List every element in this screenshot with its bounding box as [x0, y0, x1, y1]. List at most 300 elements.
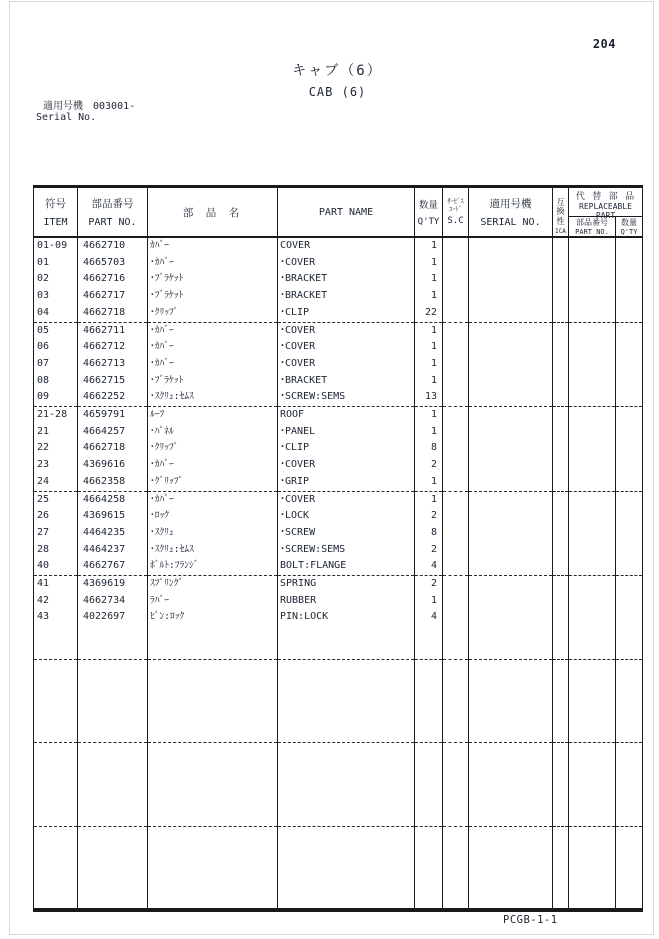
cell-part-no: 4665703 [78, 255, 148, 272]
cell-ica [553, 237, 569, 255]
header-part-name-japanese: 部 品 名 [148, 187, 278, 238]
cell-repl-part-no [569, 660, 616, 677]
cell-repl-qty [616, 457, 643, 474]
cell-serial-no [469, 726, 553, 743]
table-row [34, 339, 643, 356]
cell-ica [553, 373, 569, 390]
cell-item: 28 [34, 542, 78, 559]
cell-qty: 2 [415, 508, 443, 525]
cell-serial-no [469, 743, 553, 760]
cell-ica [553, 288, 569, 305]
cell-ica [553, 525, 569, 542]
cell-repl-part-no [569, 305, 616, 322]
cell-sc [443, 843, 469, 860]
table-row [34, 609, 643, 626]
cell-serial-no [469, 237, 553, 255]
cell-qty: 8 [415, 440, 443, 457]
cell-item: 41 [34, 576, 78, 593]
cell-serial-no [469, 893, 553, 910]
cell-repl-part-no [569, 389, 616, 406]
cell-part-no: 4662715 [78, 373, 148, 390]
cell-item [34, 826, 78, 843]
serial-label-english: Serial No. [36, 112, 97, 123]
header-serial-no: 適用号機 SERIAL NO. [469, 187, 553, 238]
cell-qty [415, 760, 443, 777]
cell-qty: 1 [415, 255, 443, 272]
cell-ica [553, 576, 569, 593]
cell-name-en [278, 693, 415, 710]
cell-name-en: ･COVER [278, 322, 415, 339]
cell-repl-part-no [569, 491, 616, 508]
cell-part-no [78, 810, 148, 827]
cell-name-en: COVER [278, 237, 415, 255]
cell-qty: 2 [415, 457, 443, 474]
cell-sc [443, 676, 469, 693]
cell-ica [553, 643, 569, 660]
cell-sc [443, 826, 469, 843]
cell-name-ja [148, 776, 278, 793]
cell-name-en [278, 660, 415, 677]
cell-qty: 1 [415, 373, 443, 390]
cell-name-ja: ･ｶﾊﾞｰ [148, 322, 278, 339]
cell-name-ja: ･ｸﾞﾘｯﾌﾟ [148, 474, 278, 491]
cell-name-ja: ･ｽｸﾘｭ [148, 525, 278, 542]
cell-repl-part-no [569, 558, 616, 575]
cell-repl-qty [616, 660, 643, 677]
cell-repl-qty [616, 609, 643, 626]
cell-item [34, 726, 78, 743]
cell-repl-part-no [569, 776, 616, 793]
table-row-empty [34, 793, 643, 810]
cell-name-ja [148, 810, 278, 827]
cell-repl-qty [616, 776, 643, 793]
cell-repl-part-no [569, 424, 616, 441]
cell-repl-qty [616, 576, 643, 593]
cell-serial-no [469, 710, 553, 727]
cell-repl-qty [616, 710, 643, 727]
cell-repl-qty [616, 860, 643, 877]
cell-ica [553, 339, 569, 356]
cell-item [34, 626, 78, 643]
cell-qty [415, 810, 443, 827]
cell-qty: 4 [415, 609, 443, 626]
cell-sc [443, 609, 469, 626]
cell-sc [443, 373, 469, 390]
header-qty: 数量 Q'TY [415, 187, 443, 238]
cell-name-en: ･BRACKET [278, 288, 415, 305]
cell-serial-no [469, 305, 553, 322]
cell-ica [553, 743, 569, 760]
cell-sc [443, 760, 469, 777]
cell-repl-qty [616, 793, 643, 810]
serial-label-japanese: 適用号機 003001- [43, 101, 136, 112]
cell-part-no: 4662712 [78, 339, 148, 356]
cell-repl-part-no [569, 373, 616, 390]
cell-part-no: 4369619 [78, 576, 148, 593]
cell-repl-qty [616, 389, 643, 406]
cell-serial-no [469, 542, 553, 559]
cell-repl-qty [616, 893, 643, 910]
cell-ica [553, 609, 569, 626]
table-row [34, 525, 643, 542]
cell-part-no: 4464235 [78, 525, 148, 542]
cell-serial-no [469, 693, 553, 710]
cell-qty: 8 [415, 525, 443, 542]
cell-ica [553, 760, 569, 777]
cell-ica [553, 660, 569, 677]
cell-ica [553, 322, 569, 339]
cell-name-en: ･GRIP [278, 474, 415, 491]
cell-name-ja [148, 626, 278, 643]
cell-name-en: ･LOCK [278, 508, 415, 525]
cell-qty: 22 [415, 305, 443, 322]
cell-repl-part-no [569, 474, 616, 491]
cell-repl-part-no [569, 457, 616, 474]
table-row-empty [34, 660, 643, 677]
cell-sc [443, 525, 469, 542]
cell-part-no: 4662710 [78, 237, 148, 255]
cell-repl-qty [616, 743, 643, 760]
cell-part-no: 4662734 [78, 593, 148, 610]
table-row-empty [34, 876, 643, 893]
cell-name-ja: ･ﾊﾟﾈﾙ [148, 424, 278, 441]
cell-name-ja: ･ﾌﾞﾗｹｯﾄ [148, 373, 278, 390]
cell-name-en: ･COVER [278, 356, 415, 373]
cell-qty [415, 776, 443, 793]
cell-serial-no [469, 593, 553, 610]
cell-name-en: ･SCREW [278, 525, 415, 542]
cell-repl-part-no [569, 843, 616, 860]
cell-serial-no [469, 860, 553, 877]
cell-ica [553, 893, 569, 910]
cell-part-no [78, 760, 148, 777]
cell-part-no: 4022697 [78, 609, 148, 626]
cell-ica [553, 474, 569, 491]
cell-part-no [78, 726, 148, 743]
cell-part-no [78, 710, 148, 727]
cell-name-ja: ･ｽｸﾘｭ:ｾﾑｽ [148, 542, 278, 559]
cell-repl-qty [616, 693, 643, 710]
cell-item: 08 [34, 373, 78, 390]
cell-name-en [278, 826, 415, 843]
cell-repl-part-no [569, 643, 616, 660]
cell-sc [443, 860, 469, 877]
cell-item [34, 893, 78, 910]
cell-name-ja [148, 843, 278, 860]
cell-ica [553, 440, 569, 457]
cell-qty [415, 876, 443, 893]
cell-qty [415, 676, 443, 693]
cell-qty: 1 [415, 322, 443, 339]
cell-serial-no [469, 843, 553, 860]
table-row-empty [34, 726, 643, 743]
cell-sc [443, 440, 469, 457]
cell-repl-part-no [569, 693, 616, 710]
cell-name-ja [148, 726, 278, 743]
table-row-empty [34, 693, 643, 710]
cell-item: 21 [34, 424, 78, 441]
cell-name-ja [148, 676, 278, 693]
table-row-empty [34, 826, 643, 843]
cell-repl-part-no [569, 322, 616, 339]
cell-name-en: ･CLIP [278, 305, 415, 322]
cell-serial-no [469, 760, 553, 777]
table-row [34, 373, 643, 390]
table-row-empty [34, 810, 643, 827]
cell-ica [553, 776, 569, 793]
cell-sc [443, 424, 469, 441]
cell-item: 09 [34, 389, 78, 406]
cell-item: 40 [34, 558, 78, 575]
cell-name-en: ROOF [278, 407, 415, 424]
cell-name-ja: ･ｶﾊﾞｰ [148, 457, 278, 474]
cell-sc [443, 626, 469, 643]
cell-sc [443, 356, 469, 373]
cell-ica [553, 305, 569, 322]
cell-name-ja: ･ｶﾊﾞｰ [148, 339, 278, 356]
table-row-empty [34, 843, 643, 860]
cell-serial-no [469, 288, 553, 305]
serial-value: 003001- [93, 101, 136, 112]
cell-item: 42 [34, 593, 78, 610]
cell-part-no [78, 843, 148, 860]
cell-sc [443, 305, 469, 322]
cell-item: 02 [34, 271, 78, 288]
cell-part-no [78, 660, 148, 677]
cell-item [34, 643, 78, 660]
cell-name-ja [148, 643, 278, 660]
table-row [34, 424, 643, 441]
table-row [34, 237, 643, 255]
table-row [34, 271, 643, 288]
cell-item: 06 [34, 339, 78, 356]
cell-serial-no [469, 255, 553, 272]
table-row-empty [34, 710, 643, 727]
page-title-english: CAB (6) [308, 85, 367, 99]
cell-sc [443, 474, 469, 491]
cell-sc [443, 593, 469, 610]
table-row [34, 491, 643, 508]
table-row [34, 389, 643, 406]
cell-repl-qty [616, 843, 643, 860]
cell-ica [553, 693, 569, 710]
table-row-empty [34, 743, 643, 760]
cell-repl-qty [616, 508, 643, 525]
cell-repl-qty [616, 271, 643, 288]
cell-name-ja [148, 760, 278, 777]
cell-repl-part-no [569, 339, 616, 356]
cell-repl-part-no [569, 726, 616, 743]
cell-repl-qty [616, 424, 643, 441]
cell-name-ja [148, 893, 278, 910]
cell-sc [443, 710, 469, 727]
cell-repl-qty [616, 876, 643, 893]
table-row [34, 255, 643, 272]
cell-serial-no [469, 776, 553, 793]
cell-name-ja: ﾋﾟﾝ:ﾛｯｸ [148, 609, 278, 626]
cell-part-no: 4662767 [78, 558, 148, 575]
footer-document-code: PCGB-1-1 [503, 914, 558, 926]
cell-name-en [278, 860, 415, 877]
cell-serial-no [469, 491, 553, 508]
cell-repl-part-no [569, 356, 616, 373]
cell-repl-part-no [569, 609, 616, 626]
cell-sc [443, 876, 469, 893]
cell-qty: 1 [415, 356, 443, 373]
cell-part-no: 4662711 [78, 322, 148, 339]
cell-sc [443, 793, 469, 810]
cell-name-en [278, 893, 415, 910]
cell-item [34, 676, 78, 693]
cell-name-en [278, 843, 415, 860]
cell-qty: 1 [415, 339, 443, 356]
table-row [34, 288, 643, 305]
cell-repl-part-no [569, 860, 616, 877]
cell-item: 04 [34, 305, 78, 322]
cell-repl-qty [616, 491, 643, 508]
cell-sc [443, 255, 469, 272]
cell-repl-qty [616, 407, 643, 424]
table-row [34, 440, 643, 457]
cell-name-en: ･COVER [278, 339, 415, 356]
cell-item [34, 660, 78, 677]
cell-qty [415, 726, 443, 743]
cell-item: 05 [34, 322, 78, 339]
table-row [34, 593, 643, 610]
cell-item: 24 [34, 474, 78, 491]
cell-ica [553, 255, 569, 272]
cell-name-en: PIN:LOCK [278, 609, 415, 626]
cell-repl-part-no [569, 525, 616, 542]
cell-item: 21-28 [34, 407, 78, 424]
cell-repl-part-no [569, 760, 616, 777]
cell-item: 43 [34, 609, 78, 626]
cell-qty [415, 743, 443, 760]
cell-repl-part-no [569, 593, 616, 610]
cell-part-no [78, 743, 148, 760]
cell-qty [415, 826, 443, 843]
cell-name-en [278, 793, 415, 810]
cell-part-no: 4664258 [78, 491, 148, 508]
table-row [34, 407, 643, 424]
cell-item [34, 810, 78, 827]
cell-name-ja: ･ｶﾊﾞｰ [148, 255, 278, 272]
cell-sc [443, 322, 469, 339]
cell-name-ja: ･ﾌﾞﾗｹｯﾄ [148, 288, 278, 305]
cell-ica [553, 710, 569, 727]
cell-repl-qty [616, 322, 643, 339]
cell-repl-part-no [569, 743, 616, 760]
cell-item [34, 876, 78, 893]
cell-ica [553, 826, 569, 843]
cell-item: 01 [34, 255, 78, 272]
cell-sc [443, 389, 469, 406]
cell-serial-no [469, 876, 553, 893]
table-row-empty [34, 776, 643, 793]
cell-qty [415, 893, 443, 910]
cell-name-en: RUBBER [278, 593, 415, 610]
cell-repl-qty [616, 810, 643, 827]
cell-qty: 1 [415, 288, 443, 305]
cell-part-no [78, 893, 148, 910]
cell-item: 27 [34, 525, 78, 542]
table-row [34, 322, 643, 339]
header-item: 符号 ITEM [34, 187, 78, 238]
cell-serial-no [469, 609, 553, 626]
cell-repl-qty [616, 643, 643, 660]
cell-name-en: BOLT:FLANGE [278, 558, 415, 575]
cell-sc [443, 810, 469, 827]
cell-name-ja: ﾗﾊﾞｰ [148, 593, 278, 610]
cell-serial-no [469, 474, 553, 491]
cell-part-no [78, 676, 148, 693]
cell-name-en [278, 876, 415, 893]
cell-name-en [278, 710, 415, 727]
cell-repl-part-no [569, 810, 616, 827]
cell-repl-part-no [569, 542, 616, 559]
cell-serial-no [469, 407, 553, 424]
cell-repl-part-no [569, 893, 616, 910]
cell-item [34, 793, 78, 810]
cell-ica [553, 407, 569, 424]
cell-part-no: 4662718 [78, 440, 148, 457]
cell-part-no: 4464237 [78, 542, 148, 559]
parts-table-body [34, 237, 643, 910]
cell-part-no [78, 626, 148, 643]
cell-name-ja [148, 860, 278, 877]
cell-name-en [278, 726, 415, 743]
cell-item: 01-09 [34, 237, 78, 255]
cell-part-no [78, 643, 148, 660]
header-replaceable-part: 代 替 部 品 REPLACEABLE PART 部品番号 PART NO. 数量 Q'TY [569, 187, 643, 238]
table-row-empty [34, 676, 643, 693]
table-row [34, 356, 643, 373]
cell-serial-no [469, 271, 553, 288]
cell-ica [553, 508, 569, 525]
cell-sc [443, 407, 469, 424]
cell-ica [553, 810, 569, 827]
cell-serial-no [469, 339, 553, 356]
cell-sc [443, 743, 469, 760]
cell-serial-no [469, 373, 553, 390]
table-row [34, 542, 643, 559]
cell-ica [553, 860, 569, 877]
header-service-code: ｻｰﾋﾞｽ ｺｰﾄﾞ S.C [443, 187, 469, 238]
cell-part-no: 4662717 [78, 288, 148, 305]
cell-ica [553, 491, 569, 508]
cell-qty [415, 843, 443, 860]
cell-serial-no [469, 793, 553, 810]
cell-item: 25 [34, 491, 78, 508]
cell-ica [553, 593, 569, 610]
cell-repl-qty [616, 542, 643, 559]
cell-repl-part-no [569, 676, 616, 693]
cell-repl-qty [616, 373, 643, 390]
cell-name-en: ･CLIP [278, 440, 415, 457]
cell-repl-qty [616, 237, 643, 255]
cell-serial-no [469, 389, 553, 406]
cell-repl-part-no [569, 876, 616, 893]
cell-name-en: SPRING [278, 576, 415, 593]
table-row-empty [34, 860, 643, 877]
cell-qty [415, 793, 443, 810]
cell-part-no [78, 826, 148, 843]
cell-qty [415, 710, 443, 727]
cell-repl-qty [616, 726, 643, 743]
cell-item: 26 [34, 508, 78, 525]
cell-ica [553, 626, 569, 643]
cell-name-ja [148, 793, 278, 810]
